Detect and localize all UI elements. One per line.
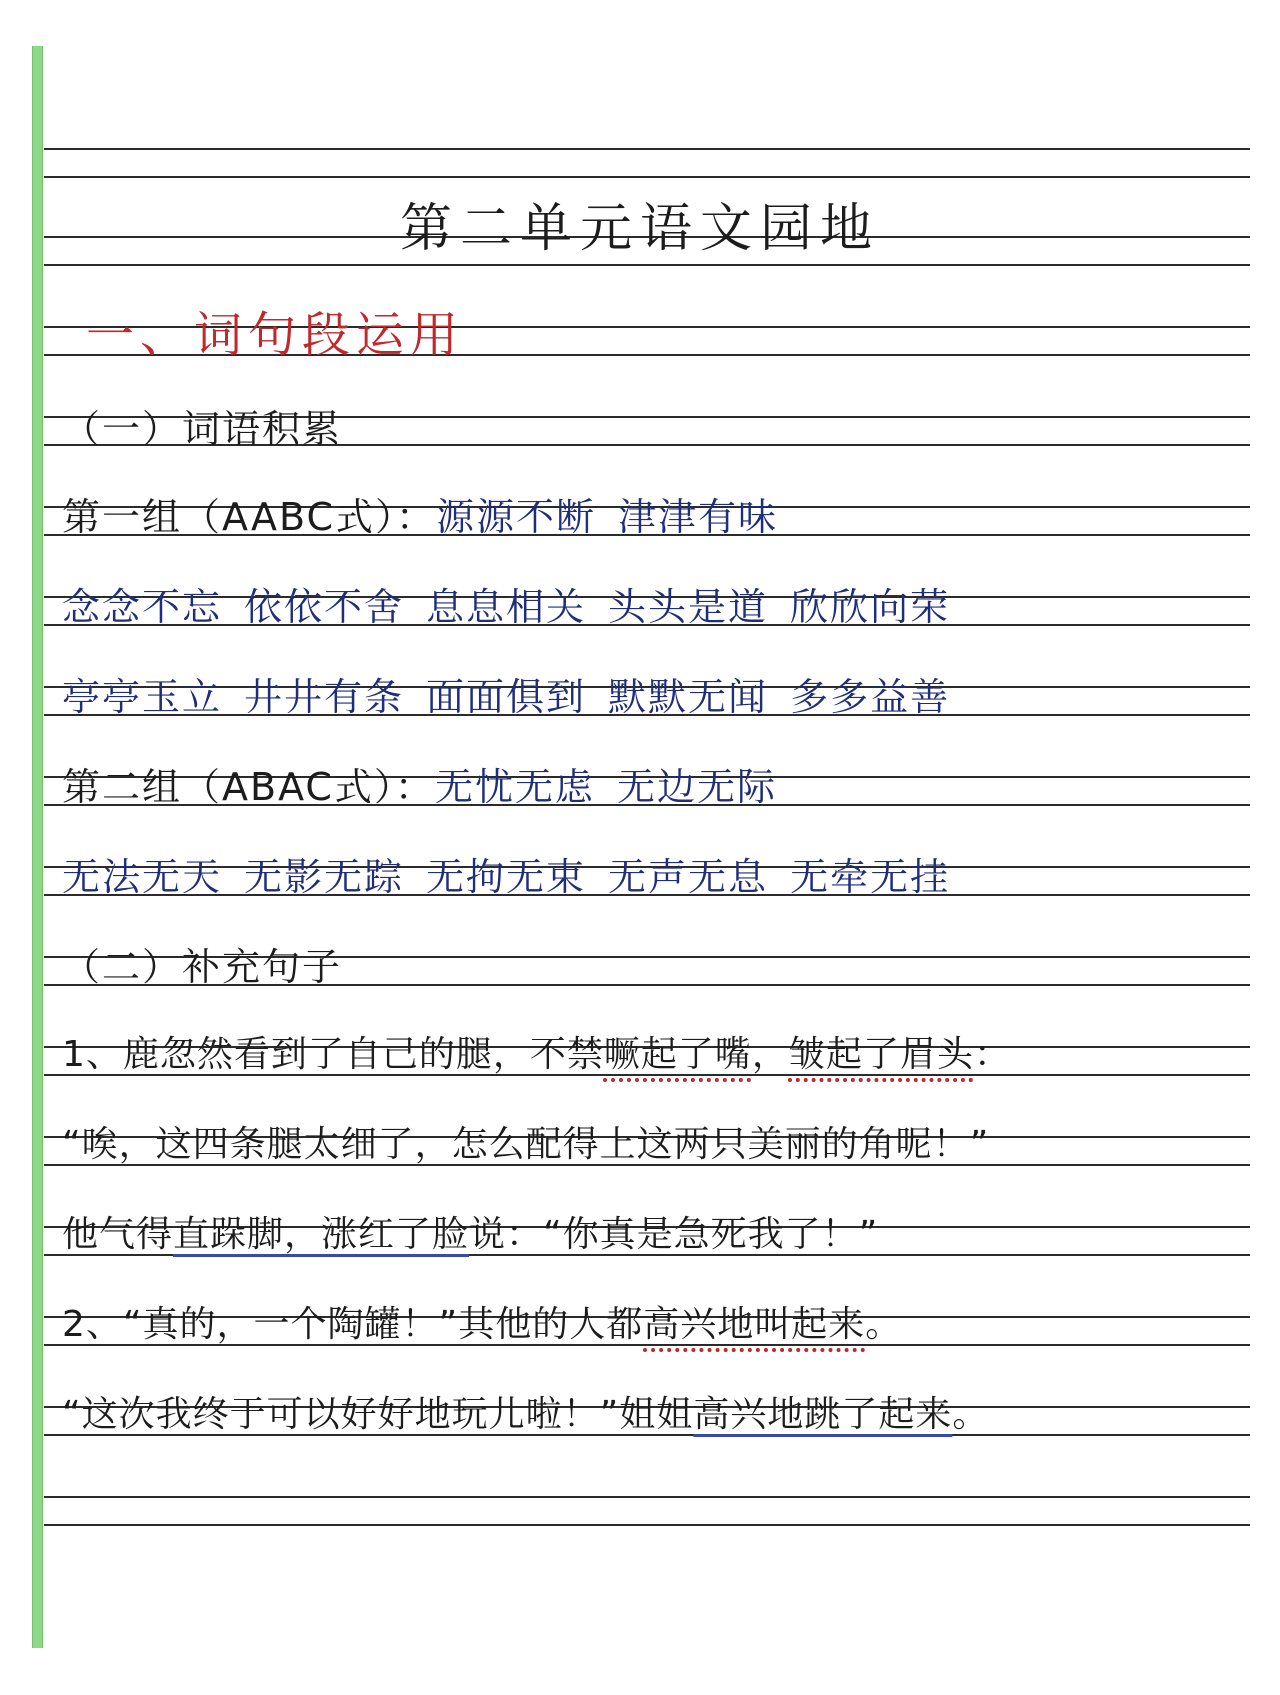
notebook-margin-bar [32, 46, 43, 1648]
ruled-line [44, 148, 1250, 150]
group1-row2 [62, 576, 972, 631]
group2-line [62, 756, 799, 811]
word: 无忧无虑 [434, 765, 595, 809]
sentence1-line2: “唉，这四条腿太细了，怎么配得上这两只美丽的角呢！” [62, 1124, 990, 1165]
word: 无牵无挂 [790, 855, 951, 899]
group1-inline-words [436, 495, 800, 539]
word: 无拘无束 [426, 855, 587, 899]
sentence2-line1 [62, 1296, 902, 1347]
sentence-text: 。 [952, 1394, 990, 1435]
group2-label: 第二组（ABAC式）： [62, 765, 435, 809]
page-title: 第二单元语文园地 [399, 199, 880, 259]
emphasis-dotted: 皱起了眉头 [788, 1034, 974, 1075]
word: 津津有味 [618, 495, 779, 539]
word: 默默无闻 [608, 675, 769, 719]
word: 息息相关 [426, 585, 587, 629]
group2-inline-words [435, 765, 799, 809]
word: 无边无际 [616, 765, 777, 809]
group1-row3 [62, 666, 972, 721]
word: 亭亭玉立 [62, 675, 223, 719]
ruled-line [44, 1524, 1250, 1526]
emphasis-dotted: 噘起了嘴 [603, 1034, 752, 1075]
sentence-text: 2、“真的，一个陶罐！”其他的人都 [62, 1304, 644, 1345]
emphasis-dotted: 高兴地叫起来 [643, 1304, 866, 1345]
word: 面面俱到 [426, 675, 587, 719]
sentence-text: 。 [865, 1304, 903, 1345]
sentence-text: 他气得 [62, 1214, 174, 1255]
section-heading: 一、词句段运用 [86, 307, 465, 363]
word: 井井有条 [244, 675, 405, 719]
sentence-text: 1、鹿忽然看到了自己的腿，不禁 [62, 1034, 604, 1075]
word: 无法无天 [62, 855, 223, 899]
sentence2-line2 [62, 1386, 989, 1437]
sentence1-line1 [62, 1026, 1011, 1077]
sentence1-line3 [62, 1206, 878, 1257]
word: 头头是道 [608, 585, 769, 629]
emphasis-underline: 高兴地跳了起来 [693, 1394, 953, 1435]
word: 欣欣向荣 [790, 585, 951, 629]
emphasis-underline: 直跺脚，涨红了脸 [173, 1214, 470, 1255]
sentence-text: ： [973, 1034, 1011, 1075]
word: 无声无息 [608, 855, 769, 899]
group1-line [62, 486, 800, 541]
word: 无影无踪 [244, 855, 405, 899]
sentence-text: “这次我终于可以好好地玩儿啦！”姐姐 [62, 1394, 694, 1435]
group1-label: 第一组（AABC式）： [62, 495, 436, 539]
sentence-text: ， [751, 1034, 789, 1075]
sentence-text: 说：“你真是急死我了！” [469, 1214, 879, 1255]
subsection-heading-vocabulary: （一）词语积累 [62, 407, 343, 451]
word: 源源不断 [435, 495, 596, 539]
ruled-line [44, 1496, 1250, 1498]
subsection-heading-sentences: （二）补充句子 [62, 945, 343, 989]
ruled-line [44, 264, 1250, 266]
group2-row2 [62, 846, 972, 901]
ruled-line [44, 176, 1250, 178]
word: 念念不忘 [62, 585, 223, 629]
word: 多多益善 [790, 675, 951, 719]
word: 依依不舍 [244, 585, 405, 629]
